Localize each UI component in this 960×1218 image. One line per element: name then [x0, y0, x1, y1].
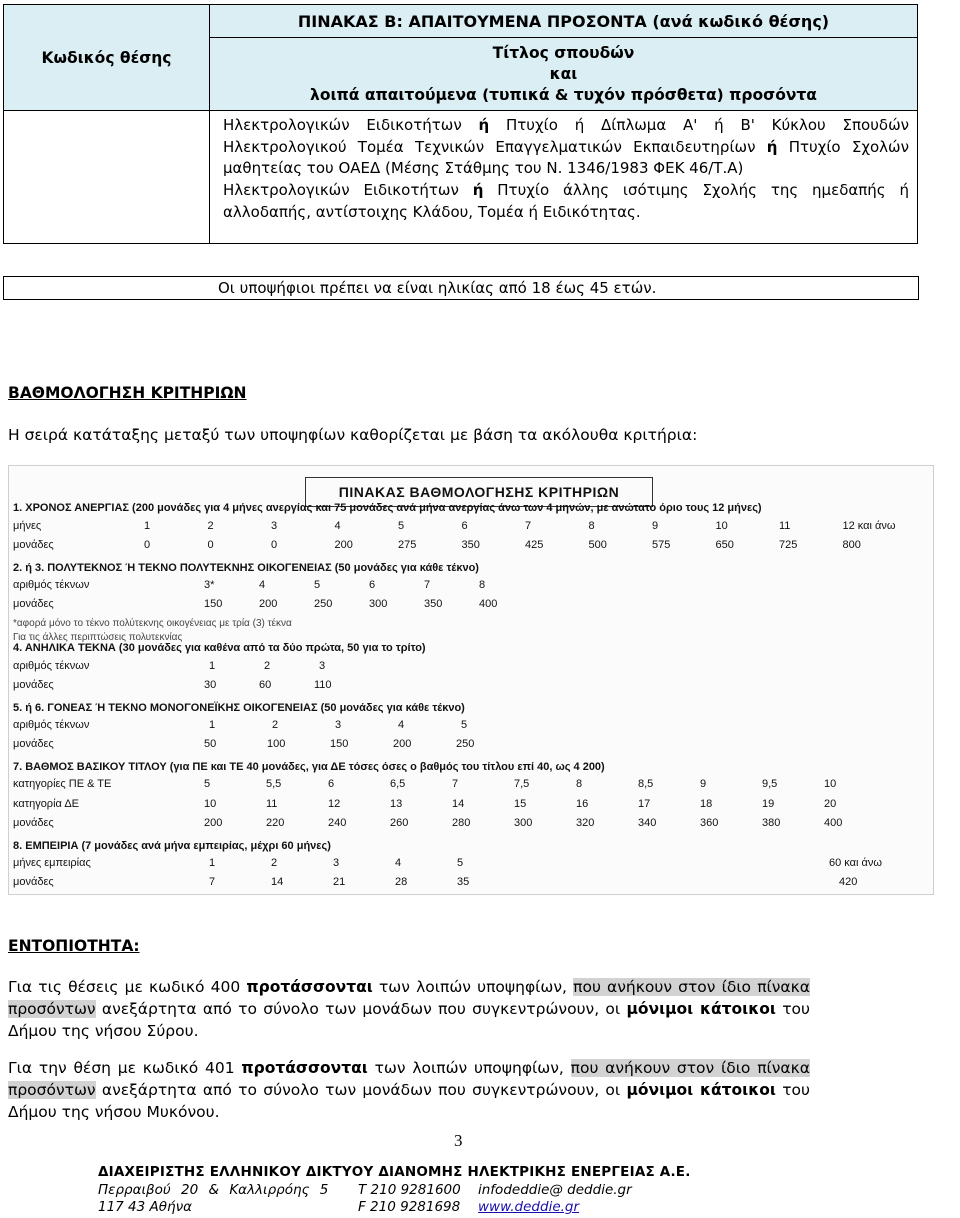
quals-text: Πτυχίο ή Δίπλωμα Α' ή Β' Κύκλου Σπουδών Ηλεκτρολογικού Τομέα Τεχνικών Επαγγελματικών Εκπαιδευτηρίων: [223, 116, 910, 156]
table-cell: 0: [207, 539, 214, 551]
table-cell: 9,5: [762, 778, 778, 790]
table-cell: 5: [461, 719, 468, 731]
footer-fax: F 210 9281698: [358, 1199, 461, 1215]
footer-address: Περραιβού 20 & Καλλιρρόης 5: [98, 1182, 329, 1198]
row-label: κατηγορία ΔΕ: [13, 798, 79, 810]
scoring-table-image: [8, 465, 934, 895]
text: Για την θέση με κωδικό 401: [8, 1059, 242, 1077]
table-cell: 280: [452, 817, 471, 829]
criterion-degree-grade: 7. ΒΑΘΜΟΣ ΒΑΣΙΚΟΥ ΤΙΤΛΟΥ (για ΠΕ και ΤΕ 40 μονάδες, για ΔΕ τόσες όσες ο βαθμός του τίτλου επί 40, ως 4 200): [13, 761, 605, 773]
table-cell: 8: [479, 579, 486, 591]
position-code-header: Κωδικός θέσης: [4, 5, 210, 111]
table-cell: 35: [457, 876, 470, 888]
table-cell: 350: [424, 598, 443, 610]
table-cell: 275: [398, 539, 417, 551]
table-cell: 380: [762, 817, 781, 829]
or-word: ή: [766, 137, 778, 156]
table-cell: 14: [271, 876, 284, 888]
table-cell: 250: [456, 738, 475, 750]
quals-text: Ηλεκτρολογικών Ειδικοτήτων: [223, 181, 473, 200]
row-label: μήνες εμπειρίας: [13, 857, 91, 869]
locality-paragraph-401: [8, 1057, 810, 1123]
row-label: κατηγορίες ΠΕ & ΤΕ: [13, 778, 112, 790]
table-cell: 9: [652, 520, 659, 532]
table-cell: 725: [779, 539, 798, 551]
table-cell: 19: [762, 798, 775, 810]
table-cell: 0: [271, 539, 278, 551]
table-cell: 350: [461, 539, 480, 551]
table-cell: 4: [334, 520, 341, 532]
criterion-experience: 8. ΕΜΠΕΙΡΙΑ (7 μονάδες ανά μήνα εμπειρίας, μέχρι 60 μήνες): [13, 840, 331, 852]
table-cell: 9: [700, 778, 707, 790]
footer-phone: T 210 9281600: [358, 1182, 461, 1198]
table-cell: 4: [395, 857, 402, 869]
or-word: ή: [478, 116, 490, 134]
text: ανεξάρτητα από το σύνολο των μονάδων που συγκεντρώνουν, οι: [95, 1000, 627, 1018]
table-cell: 18: [700, 798, 713, 810]
table-cell: 200: [393, 738, 412, 750]
table-cell: 6,5: [390, 778, 406, 790]
table-cell: 50: [204, 738, 217, 750]
table-cell: 15: [514, 798, 527, 810]
table-cell: 8,5: [638, 778, 654, 790]
locality-heading: ΕΝΤΟΠΙΟΤΗΤΑ:: [8, 937, 140, 955]
table-cell: 13: [390, 798, 403, 810]
table-cell: 6: [328, 778, 335, 790]
table-cell: 7: [452, 778, 459, 790]
table-cell: 250: [314, 598, 333, 610]
highlighted-text: που ανήκουν στον ίδιο πίνακα προσόντων: [8, 1059, 810, 1099]
qualifications-paragraph-1: [223, 115, 909, 180]
bold-text: μόνιμοι κάτοικοι: [626, 1000, 776, 1018]
table-cell: 500: [588, 539, 607, 551]
table-cell: 2: [272, 719, 279, 731]
table-cell: 400: [479, 598, 498, 610]
table-cell: 100: [267, 738, 286, 750]
table-cell: 4: [398, 719, 405, 731]
table-cell: 200: [334, 539, 353, 551]
table-cell: 12: [328, 798, 341, 810]
table-cell: 110: [314, 679, 332, 691]
table-cell: 3: [333, 857, 340, 869]
table-cell: 21: [333, 876, 346, 888]
table-cell: 220: [266, 817, 285, 829]
table-cell: 575: [652, 539, 671, 551]
table-cell: 0: [144, 539, 151, 551]
qualifications-paragraph-2: [223, 180, 909, 223]
table-cell: 14: [452, 798, 465, 810]
table-cell: 800: [842, 539, 861, 551]
row-label: μονάδες: [13, 876, 54, 888]
qualifications-table: [3, 4, 918, 244]
text: του Δήμου της νήσου Μυκόνου.: [8, 1081, 810, 1121]
table-cell: 6: [369, 579, 376, 591]
table-cell: 11: [266, 798, 278, 810]
table-cell: 3: [335, 719, 342, 731]
criterion-minor-children: 4. ΑΝΗΛΙΚΑ ΤΕΚΝΑ (30 μονάδες για καθένα από τα δύο πρώτα, 50 για το τρίτο): [13, 642, 426, 654]
table-cell: 240: [328, 817, 347, 829]
age-requirement-box: [3, 276, 919, 300]
table-cell: 200: [204, 817, 223, 829]
table-cell: 5: [398, 520, 405, 532]
table-cell: 3: [271, 520, 278, 532]
table-cell: 150: [204, 598, 223, 610]
table-cell: 7: [209, 876, 216, 888]
criterion-unemployment: 1. ΧΡΟΝΟΣ ΑΝΕΡΓΙΑΣ (200 μονάδες για 4 μήνες ανεργίας και 75 μονάδες ανά μήνα ανεργίας άνω των 4 μηνών, με ανώτατο όριο τους 12 μήνες): [13, 502, 762, 514]
footer-postal: 117 43 Αθήνα: [98, 1199, 193, 1215]
table-cell: 1: [209, 660, 216, 672]
table-cell: 5: [314, 579, 321, 591]
table-cell: 340: [638, 817, 657, 829]
scoring-table-title: ΠΙΝΑΚΑΣ ΒΑΘΜΟΛΟΓΗΣΗΣ ΚΡΙΤΗΡΙΩΝ: [305, 477, 653, 507]
row-label: αριθμός τέκνων: [13, 660, 90, 672]
qualifications-cell: [210, 111, 918, 244]
table-cell: 425: [525, 539, 544, 551]
row-label: μονάδες: [13, 817, 54, 829]
footer-company: ΔΙΑΧΕΙΡΙΣΤΗΣ ΕΛΛΗΝΙΚΟΥ ΔΙΚΤΥΟΥ ΔΙΑΝΟΜΗΣ ΗΛΕΚΤΡΙΚΗΣ ΕΝΕΡΓΕΙΑΣ Α.Ε.: [98, 1164, 691, 1180]
criteria-intro: Η σειρά κατάταξης μεταξύ των υποψηφίων καθορίζεται με βάση τα ακόλουθα κριτήρια:: [8, 426, 698, 444]
table-cell: 17: [638, 798, 651, 810]
table-cell: 28: [395, 876, 408, 888]
table-cell: 1: [144, 520, 151, 532]
quals-text: Ηλεκτρολογικών Ειδικοτήτων: [223, 116, 479, 134]
table-cell: 7: [424, 579, 431, 591]
table-cell: 5,5: [266, 778, 282, 790]
table-cell: 8: [588, 520, 595, 532]
table-cell: 16: [576, 798, 589, 810]
table-cell: 300: [369, 598, 388, 610]
table-cell: 3: [319, 660, 326, 672]
table-cell: 1: [209, 857, 216, 869]
bold-text: μόνιμοι κάτοικοι: [626, 1081, 776, 1099]
footnote: Για τις άλλες περιπτώσεις πολυτεκνίας: [13, 632, 183, 643]
row-label: αριθμός τέκνων: [13, 579, 90, 591]
table-cell: 10: [824, 778, 837, 790]
page-number: 3: [454, 1131, 463, 1150]
table-cell: 60 και άνω: [829, 857, 882, 869]
row-label: μονάδες: [13, 539, 54, 551]
footnote: *αφορά μόνο το τέκνο πολύτεκνης οικογένειας με τρία (3) τέκνα: [13, 618, 292, 629]
qualifications-header: [210, 38, 918, 111]
table-cell: 2: [264, 660, 271, 672]
table-cell: 4: [259, 579, 266, 591]
criterion-single-parent: 5. ή 6. ΓΟΝΕΑΣ Ή ΤΕΚΝΟ ΜΟΝΟΓΟΝΕΪΚΗΣ ΟΙΚΟΓΕΝΕΙΑΣ (50 μονάδες για κάθε τέκνο): [13, 702, 465, 714]
table-cell: 7,5: [514, 778, 530, 790]
row-label: αριθμός τέκνων: [13, 719, 90, 731]
table-cell: 20: [824, 798, 837, 810]
footer-email: infodeddie@ deddie.gr: [478, 1182, 632, 1198]
table-cell: 12 και άνω: [842, 520, 896, 532]
footer-website-link[interactable]: www.deddie.gr: [478, 1199, 580, 1215]
table-cell: 6: [461, 520, 468, 532]
table-cell: 360: [700, 817, 719, 829]
table-cell: 650: [715, 539, 734, 551]
or-word: ή: [472, 181, 484, 200]
position-code-cell: [4, 111, 210, 244]
row-label: μονάδες: [13, 738, 54, 750]
table-cell: 5: [457, 857, 464, 869]
table-cell: 11: [779, 520, 791, 532]
bold-text: προτάσσονται: [246, 978, 373, 996]
table-cell: 320: [576, 817, 595, 829]
text: του Δήμου της νήσου Σύρου.: [8, 1000, 810, 1040]
table-cell: 1: [209, 719, 216, 731]
age-requirement-text: Οι υποψήφιοι πρέπει να είναι ηλικίας από 18 έως 45 ετών.: [218, 279, 657, 297]
table-title: ΠΙΝΑΚΑΣ Β: ΑΠΑΙΤΟΥΜΕΝΑ ΠΡΟΣΟΝΤΑ (ανά κωδικό θέσης): [210, 5, 918, 38]
text: ανεξάρτητα από το σύνολο των μονάδων που συγκεντρώνουν, οι: [95, 1081, 627, 1099]
locality-paragraph-400: [8, 976, 810, 1042]
text: Για τις θέσεις με κωδικό 400: [8, 978, 247, 996]
criteria-heading: ΒΑΘΜΟΛΟΓΗΣΗ ΚΡΙΤΗΡΙΩΝ: [8, 384, 247, 402]
table-cell: 10: [715, 520, 728, 532]
table-cell: 30: [204, 679, 217, 691]
row-label: μήνες: [13, 520, 42, 532]
header-line-1: Τίτλος σπουδών: [492, 43, 635, 62]
table-cell: 400: [824, 817, 843, 829]
table-cell: 7: [525, 520, 532, 532]
table-cell: 260: [390, 817, 409, 829]
header-line-3: λοιπά απαιτούμενα (τυπικά & τυχόν πρόσθετα) προσόντα: [310, 85, 817, 104]
text: των λοιπών υποψηφίων,: [372, 978, 574, 996]
text: των λοιπών υποψηφίων,: [367, 1059, 571, 1077]
table-cell: 3*: [204, 579, 215, 591]
quals-text: Πτυχίο άλλης ισότιμης Σχολής της ημεδαπής ή αλλοδαπής, αντίστοιχης Κλάδου, Τομέα ή Ειδικότητας.: [223, 181, 909, 221]
table-cell: 60: [259, 679, 272, 691]
table-cell: 5: [204, 778, 211, 790]
table-cell: 10: [204, 798, 217, 810]
criterion-large-family: 2. ή 3. ΠΟΛΥΤΕΚΝΟΣ Ή ΤΕΚΝΟ ΠΟΛΥΤΕΚΝΗΣ ΟΙΚΟΓΕΝΕΙΑΣ (50 μονάδες για κάθε τέκνο): [13, 562, 479, 574]
table-cell: 8: [576, 778, 583, 790]
quals-text: Πτυχίο Σχολών μαθητείας του ΟΑΕΔ (Μέσης Στάθμης του Ν. 1346/1983 ΦΕΚ 46/Τ.Α): [223, 137, 909, 178]
table-cell: 200: [259, 598, 278, 610]
highlighted-text: που ανήκουν στον ίδιο πίνακα προσόντων: [8, 978, 810, 1018]
table-cell: 2: [207, 520, 214, 532]
table-cell: 2: [271, 857, 278, 869]
table-cell: 300: [514, 817, 533, 829]
table-cell: 150: [330, 738, 349, 750]
bold-text: προτάσσονται: [241, 1059, 368, 1077]
row-label: μονάδες: [13, 679, 54, 691]
header-line-2: και: [549, 64, 578, 83]
row-label: μονάδες: [13, 598, 54, 610]
table-cell: 420: [839, 876, 858, 888]
